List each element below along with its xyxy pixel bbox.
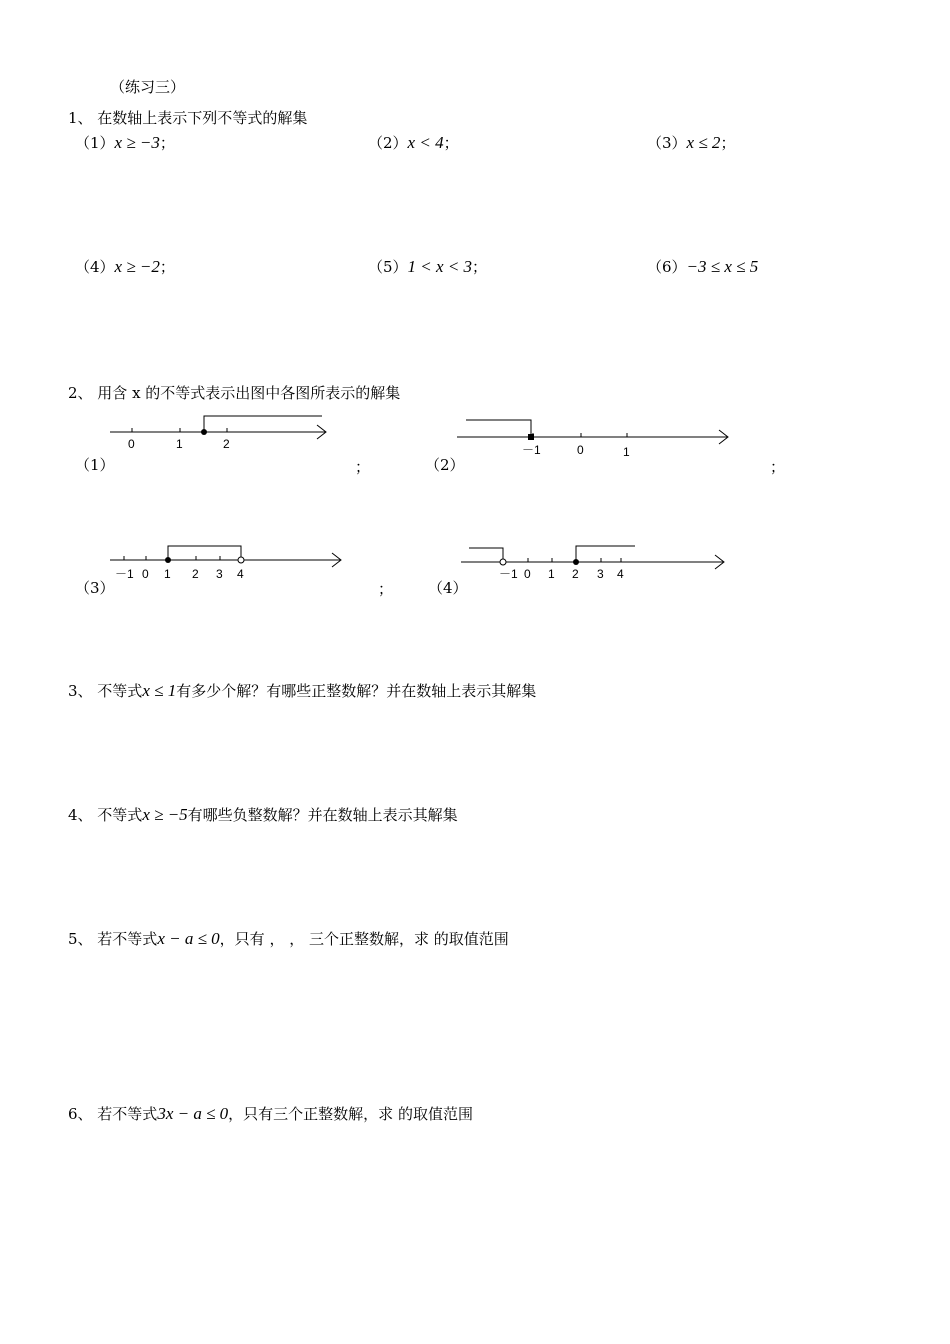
item-number: （6） [647,258,687,276]
inequality: x < 4 [407,133,444,152]
number-line-figure-3 [100,540,350,585]
q1-item-1: （1）x ≥ −3； [75,133,175,152]
tick-label: 1 [176,437,183,451]
tick-label: 1 [164,567,171,581]
question-3: 3、 不等式x ≤ 1有多少个解？有哪些正整数解？并在数轴上表示其解集 [68,681,537,700]
inequality: x ≥ −2 [114,257,160,276]
tick-label: －1 [522,443,541,457]
question-4: 4、 不等式x ≥ −5有哪些负整数解？并在数轴上表示其解集 [68,805,458,824]
tick-label: 0 [128,437,135,451]
q1-item-2: （2）x < 4； [368,133,459,152]
fig3-label: （3） [75,579,115,597]
tick-label: 0 [577,443,584,457]
solution-bracket-left [469,548,503,562]
tick-label: 3 [216,567,223,581]
fig4-label: （4） [428,579,468,597]
solution-bracket [204,416,322,432]
item-number: （3） [647,134,687,152]
fig1-end: ； [355,458,371,476]
inequality: x ≥ −5 [142,805,188,824]
tick-label: 1 [548,567,555,581]
fig3-end: ； [378,580,394,598]
tick-label: －1 [499,567,518,581]
fig1-label: （1） [75,456,115,474]
solution-bracket [168,546,241,560]
inequality: x ≤ 2 [686,133,721,152]
hollow-point [238,557,244,563]
item-number: （1） [75,134,115,152]
tick-label: 2 [192,567,199,581]
item-number: （2） [368,134,408,152]
item-number: （4） [75,258,115,276]
number-line-figure-4 [455,540,745,585]
q1-item-4: （4）x ≥ −2； [75,257,175,276]
solution-bracket-right [576,546,635,562]
solid-point [201,429,207,435]
question-2-title: 2、 用含 x 的不等式表示出图中各图所表示的解集 [68,384,401,402]
question-5: 5、 若不等式x − a ≤ 0，只有 ， ， 三个正整数解，求 的取值范围 [68,929,509,948]
tick-label: 2 [572,567,579,581]
q1-item-6 [647,258,758,276]
question-1-title: 1、 在数轴上表示下列不等式的解集 [68,109,308,127]
fig2-end: ； [770,458,786,476]
solution-bracket [466,420,531,437]
tick-label: 2 [223,437,230,451]
inequality: x ≤ 1 [142,681,177,700]
tick-label: 1 [623,445,630,459]
question-6: 6、 若不等式3x − a ≤ 0，只有三个正整数解，求 的取值范围 [68,1104,473,1123]
hollow-point [500,559,506,565]
tick-label: 0 [142,567,149,581]
inequality: 1 < x < 3 [407,257,473,276]
number-line-figure-1 [100,410,340,455]
solid-point [528,434,534,440]
tick-label: －1 [115,567,134,581]
tick-label: 0 [524,567,531,581]
inequality: 3x − a ≤ 0 [157,1104,229,1123]
tick-label: 3 [597,567,604,581]
inequality: x ≥ −3 [114,133,160,152]
exercise-heading: （练习三） [110,78,186,96]
fig2-label: （2） [425,456,465,474]
tick-label: 4 [237,567,244,581]
item-number: （5） [368,258,408,276]
number-line-figure-2 [455,414,745,464]
inequality: x − a ≤ 0 [157,929,220,948]
q1-item-5: （5）1 < x < 3； [368,257,488,276]
tick-label: 4 [617,567,624,581]
solid-point [165,557,171,563]
q1-item-3: （3）x ≤ 2； [647,133,736,152]
inequality: −3 ≤ x ≤ 5 [686,257,759,276]
solid-point [573,559,579,565]
